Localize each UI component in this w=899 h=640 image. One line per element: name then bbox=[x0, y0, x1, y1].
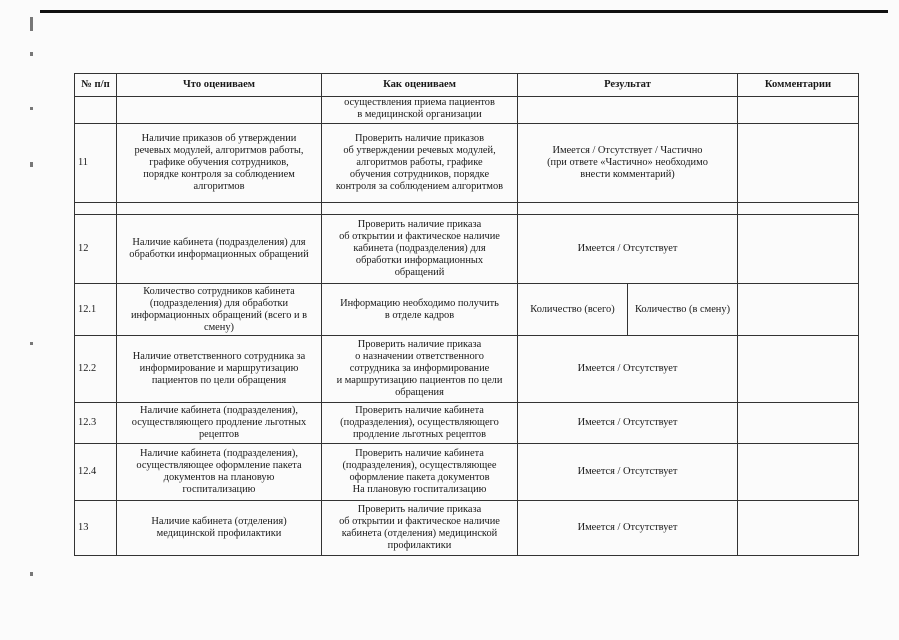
table-row bbox=[75, 444, 859, 501]
row-how: осуществления приема пациентов в медицинской организации bbox=[344, 97, 495, 120]
row-num: 12.4 bbox=[75, 444, 117, 501]
row-comment bbox=[738, 284, 859, 336]
row-how: Проверить наличие приказа об открытии и фактическое наличие кабинета (подразделения) для обработки информационных обращений bbox=[339, 219, 500, 278]
row-what: Количество сотрудников кабинета (подразделения) для обработки информационных обращений (всего и в смену) bbox=[130, 285, 308, 333]
spacer-row bbox=[75, 203, 859, 215]
row-result-total: Количество (всего) bbox=[518, 284, 628, 336]
row-result: Имеется / Отсутствует / Частично (при ответе «Частично» необходимо внести комментарий) bbox=[547, 145, 708, 180]
row-comment bbox=[738, 336, 859, 403]
row-num: 12.3 bbox=[75, 403, 117, 444]
row-how: Проверить наличие приказа об открытии и фактическое наличие кабинета (отделения) медицинской профилактики bbox=[339, 504, 500, 551]
table-row bbox=[75, 124, 859, 203]
table-row bbox=[75, 284, 859, 336]
evaluation-table bbox=[74, 73, 859, 556]
table-row bbox=[75, 97, 859, 124]
header-how: Как оцениваем bbox=[322, 74, 518, 97]
row-num: 12.2 bbox=[75, 336, 117, 403]
row-num: 11 bbox=[75, 124, 117, 203]
row-num: 13 bbox=[75, 501, 117, 556]
row-comment bbox=[738, 403, 859, 444]
row-how: Проверить наличие кабинета (подразделения), осуществляющего продление льготных рецептов bbox=[340, 405, 499, 440]
table-row bbox=[75, 501, 859, 556]
header-what: Что оцениваем bbox=[117, 74, 322, 97]
row-what bbox=[117, 97, 322, 124]
row-comment bbox=[738, 97, 859, 124]
header-num: № п/п bbox=[75, 74, 117, 97]
header-comment: Комментарии bbox=[738, 74, 859, 97]
row-result: Имеется / Отсутствует bbox=[518, 403, 738, 444]
row-how: Проверить наличие кабинета (подразделения), осуществляющее оформление пакета документов На плановую госпитализацию bbox=[342, 448, 497, 495]
row-how: Информацию необходимо получить в отделе кадров bbox=[340, 297, 499, 321]
row-what: Наличие кабинета (подразделения) для обработки информационных обращений bbox=[129, 237, 309, 260]
row-num: 12.1 bbox=[75, 284, 117, 336]
row-what: Наличие кабинета (отделения) медицинской профилактики bbox=[151, 516, 287, 539]
top-border-line bbox=[40, 10, 888, 13]
row-comment bbox=[738, 215, 859, 284]
row-comment bbox=[738, 124, 859, 203]
table-header-row bbox=[75, 74, 859, 97]
row-how: Проверить наличие приказа о назначении ответственного сотрудника за информирование и маршрутизацию пациентов по цели обращения bbox=[336, 339, 503, 398]
scan-edge-marks bbox=[30, 12, 36, 622]
row-how: Проверить наличие приказов об утверждении речевых модулей, алгоритмов работы, графике обучения сотрудников, порядке контроля за соблюдением алгоритмов bbox=[335, 133, 504, 192]
row-what: Наличие ответственного сотрудника за информирование и маршрутизацию пациентов по цели обращения bbox=[132, 351, 306, 386]
row-comment bbox=[738, 444, 859, 501]
table-row bbox=[75, 336, 859, 403]
row-what: Наличие приказов об утверждении речевых модулей, алгоритмов работы, графике обучения сотрудников, порядке контроля за соблюдением алгоритмов bbox=[134, 133, 304, 192]
row-result: Имеется / Отсутствует bbox=[518, 336, 738, 403]
table-row bbox=[75, 215, 859, 284]
row-num: 12 bbox=[75, 215, 117, 284]
row-result: Имеется / Отсутствует bbox=[518, 444, 738, 501]
row-comment bbox=[738, 501, 859, 556]
row-result: Имеется / Отсутствует bbox=[518, 215, 738, 284]
row-result: Имеется / Отсутствует bbox=[518, 501, 738, 556]
row-what: Наличие кабинета (подразделения), осуществляющее оформление пакета документов на плановую госпитализацию bbox=[136, 448, 302, 495]
header-result: Результат bbox=[518, 74, 738, 97]
row-result bbox=[518, 97, 738, 124]
row-what: Наличие кабинета (подразделения), осуществляющего продление льготных рецептов bbox=[131, 405, 307, 440]
row-result-shift: Количество (в смену) bbox=[628, 284, 738, 336]
row-num bbox=[75, 97, 117, 124]
table-row bbox=[75, 403, 859, 444]
